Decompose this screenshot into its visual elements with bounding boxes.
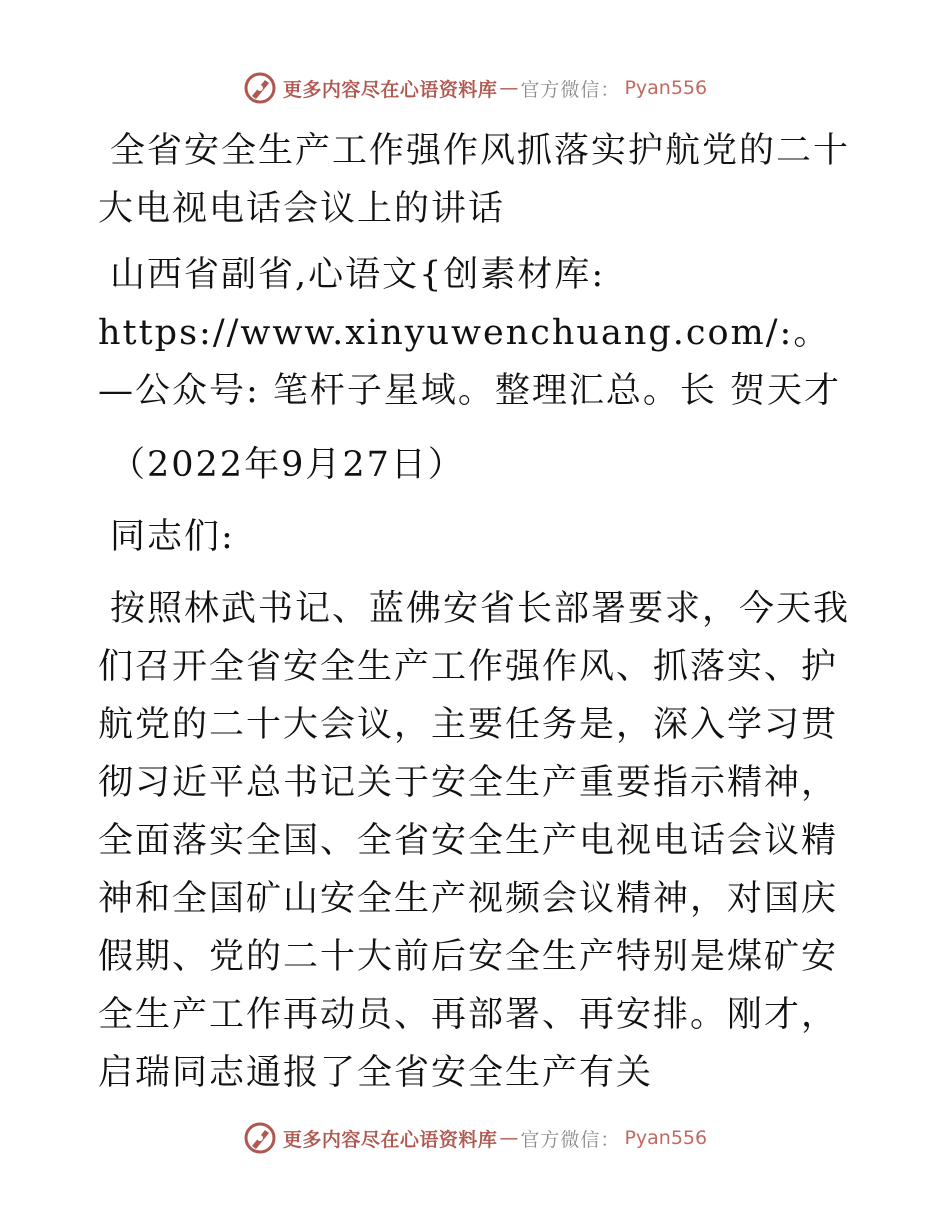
document-title: 全省安全生产工作强作风抓落实护航党的二十大电视电话会议上的讲话 <box>98 131 851 229</box>
watermark-site-text: 更多内容尽在心语资料库 <box>282 78 498 101</box>
document-paragraph: 按照林武书记、蓝佛安省长部署要求，今天我们召开全省安全生产工作强作风、抓落实、护航党的二十大会议，主要任务是，深入学习贯彻习近平总书记关于安全生产重要指示精神，全面落实全国、全省安全生产电视电话会议精神和全国矿山安全生产视频会议精神，对国庆假期、党的二十大前后安全生产特别是煤矿安全生产工作再动员、再部署、再安排。刚才，启瑞同志通报了全省安全生产有关 <box>98 589 851 1093</box>
watermark-site-text: 更多内容尽在心语资料库 <box>282 1128 498 1151</box>
footer-watermark <box>0 1118 950 1158</box>
document-greeting: 同志们: <box>110 517 235 557</box>
pen-logo-icon <box>243 1121 277 1155</box>
watermark-wechat-label: 官方微信： <box>520 78 621 101</box>
watermark-wechat-label: 官方微信： <box>520 1128 621 1151</box>
watermark-separator: — <box>499 1127 519 1149</box>
watermark-wechat-id: Pyan556 <box>624 1127 708 1149</box>
pen-logo-icon <box>243 71 277 105</box>
header-watermark <box>0 68 950 108</box>
document-author: 山西省副省,心语文{创素材库: https://www.xinyuwenchuang.com/:。—公众号: 笔杆子星域。整理汇总。长 贺天才 <box>98 255 842 411</box>
watermark-wechat-id: Pyan556 <box>624 77 708 99</box>
watermark-separator: — <box>499 77 519 99</box>
document-date: （2022年9月27日） <box>110 445 465 485</box>
document-body <box>98 122 858 1102</box>
